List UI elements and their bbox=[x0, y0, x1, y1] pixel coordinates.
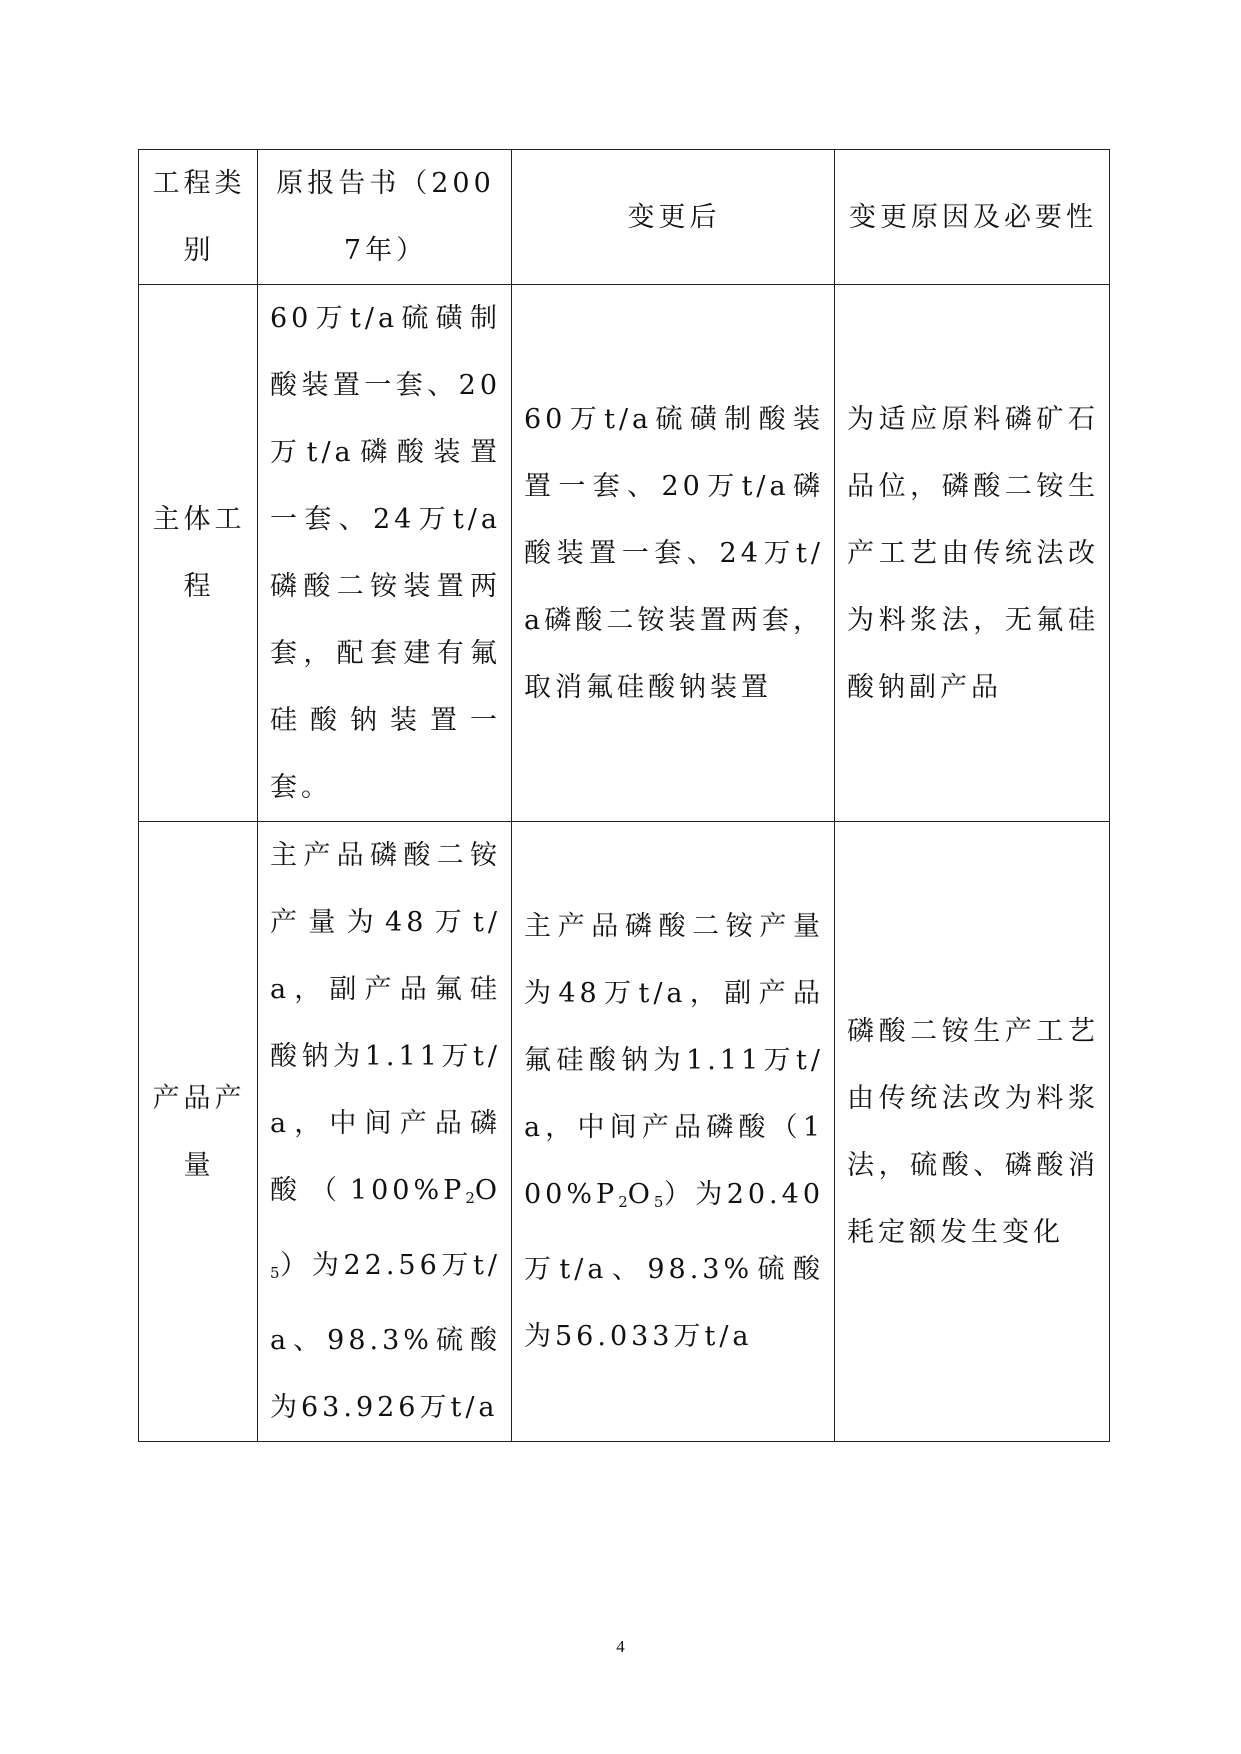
cell-category: 产品产量 bbox=[139, 822, 258, 1442]
project-change-table bbox=[138, 149, 1110, 1442]
original-text-part: 主产品磷酸二铵产量为48万t/a，副产品氟硅酸钠为1.11万t/a，中间产品磷酸（100%P bbox=[270, 840, 501, 1206]
cell-original: 60万t/a硫磺制酸装置一套、20万t/a磷酸装置一套、24万t/a磷酸二铵装置两套，配套建有氟硅酸钠装置一套。 bbox=[258, 285, 512, 822]
original-text-part: O bbox=[474, 1175, 501, 1206]
after-text-part: O bbox=[627, 1179, 654, 1210]
cell-after bbox=[512, 822, 835, 1442]
header-original-report: 原报告书（2007年） bbox=[258, 150, 512, 285]
table-row bbox=[139, 285, 1110, 822]
after-text-part: ）为20.40万t/a、98.3%硫酸为56.033万t/a bbox=[524, 1179, 824, 1352]
after-text-part: 主产品磷酸二铵产量为48万t/a，副产品氟硅酸钠为1.11万t/a，中间产品磷酸（100%P bbox=[524, 911, 824, 1210]
subscript-5: 5 bbox=[270, 1264, 280, 1282]
page-number: 4 bbox=[616, 1637, 625, 1656]
subscript-2: 2 bbox=[465, 1189, 475, 1207]
subscript-2: 2 bbox=[618, 1193, 628, 1211]
subscript-5: 5 bbox=[653, 1193, 664, 1211]
header-after-change: 变更后 bbox=[512, 150, 835, 285]
cell-reason: 磷酸二铵生产工艺由传统法改为料浆法，硫酸、磷酸消耗定额发生变化 bbox=[835, 822, 1110, 1442]
original-text-part: ）为22.56万t/a、98.3%硫酸为63.926万t/a bbox=[270, 1250, 501, 1423]
table-row bbox=[139, 822, 1110, 1442]
cell-original bbox=[258, 822, 512, 1442]
table-header-row bbox=[139, 150, 1110, 285]
header-change-reason: 变更原因及必要性 bbox=[835, 150, 1110, 285]
cell-reason: 为适应原料磷矿石品位，磷酸二铵生产工艺由传统法改为料浆法，无氟硅酸钠副产品 bbox=[835, 285, 1110, 822]
header-category: 工程类别 bbox=[139, 150, 258, 285]
cell-category: 主体工程 bbox=[139, 285, 258, 822]
cell-after: 60万t/a硫磺制酸装置一套、20万t/a磷酸装置一套、24万t/a磷酸二铵装置两套，取消氟硅酸钠装置 bbox=[512, 285, 835, 822]
